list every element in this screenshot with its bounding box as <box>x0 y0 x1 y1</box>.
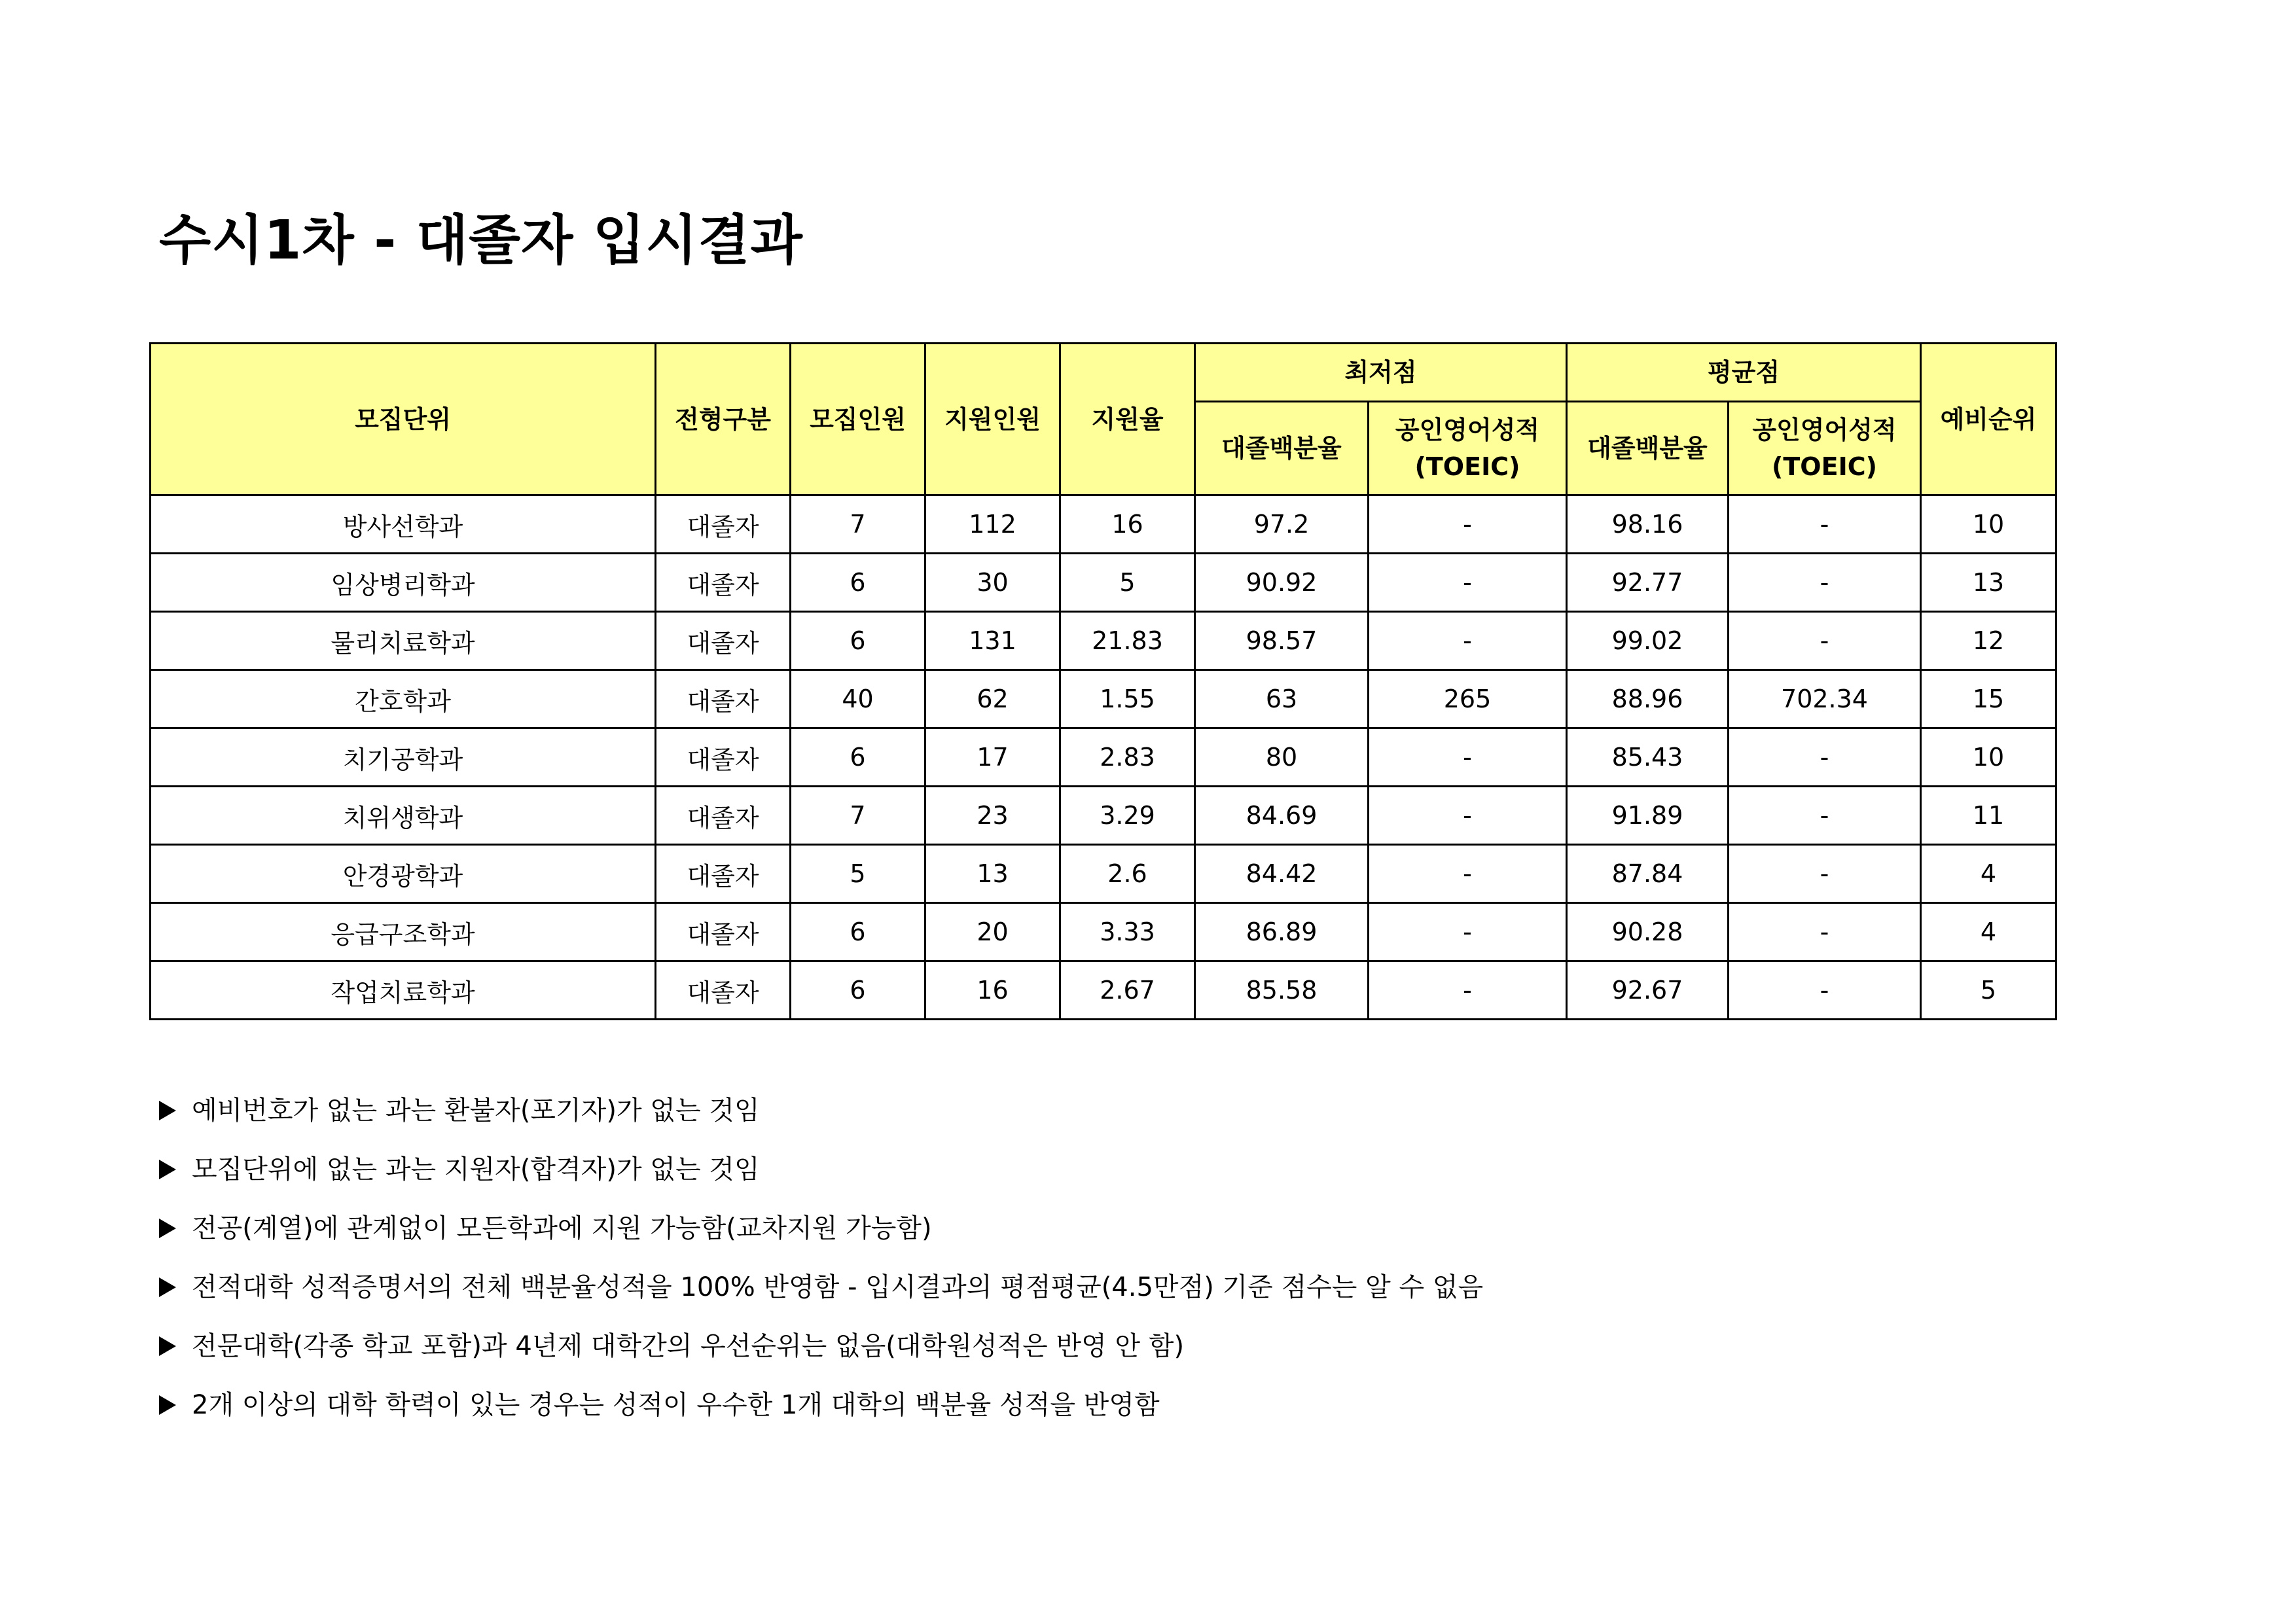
cell-type: 대졸자 <box>656 961 791 1020</box>
cell-avg-percentile: 90.28 <box>1567 903 1729 961</box>
note-text: 모집단위에 없는 과는 지원자(합격자)가 없는 것임 <box>192 1154 760 1185</box>
cell-unit: 응급구조학과 <box>151 903 656 961</box>
cell-avg-english: - <box>1729 495 1921 554</box>
header-english-line1: 공인영어성적 <box>1752 416 1897 444</box>
cell-quota: 5 <box>791 845 925 903</box>
cell-unit: 간호학과 <box>151 670 656 728</box>
cell-quota: 7 <box>791 787 925 845</box>
header-quota: 모집인원 <box>791 344 925 495</box>
cell-quota: 6 <box>791 554 925 612</box>
cell-avg-english: - <box>1729 903 1921 961</box>
cell-avg-percentile: 85.43 <box>1567 728 1729 787</box>
header-row-top <box>151 344 2056 402</box>
note-item <box>159 1317 1483 1376</box>
cell-ratio: 2.67 <box>1060 961 1195 1020</box>
page-title: 수시1차 - 대졸자 입시결과 <box>159 209 803 272</box>
cell-min-english: - <box>1369 554 1567 612</box>
triangle-bullet-icon <box>159 1160 176 1179</box>
cell-applicants: 20 <box>925 903 1060 961</box>
header-min-percentile: 대졸백분율 <box>1195 402 1369 495</box>
cell-applicants: 112 <box>925 495 1060 554</box>
cell-avg-english: - <box>1729 961 1921 1020</box>
header-min-english <box>1369 402 1567 495</box>
cell-unit: 작업치료학과 <box>151 961 656 1020</box>
cell-avg-english: 702.34 <box>1729 670 1921 728</box>
cell-min-percentile: 90.92 <box>1195 554 1369 612</box>
triangle-bullet-icon <box>159 1219 176 1238</box>
cell-avg-percentile: 92.67 <box>1567 961 1729 1020</box>
triangle-bullet-icon <box>159 1277 176 1297</box>
header-min-score-group: 최저점 <box>1195 344 1567 402</box>
cell-reserve-rank: 12 <box>1921 612 2056 670</box>
note-item <box>159 1199 1483 1258</box>
cell-avg-english: - <box>1729 845 1921 903</box>
cell-min-percentile: 98.57 <box>1195 612 1369 670</box>
cell-quota: 7 <box>791 495 925 554</box>
cell-min-percentile: 86.89 <box>1195 903 1369 961</box>
table-row <box>151 495 2056 554</box>
header-reserve-rank: 예비순위 <box>1921 344 2056 495</box>
cell-type: 대졸자 <box>656 787 791 845</box>
triangle-bullet-icon <box>159 1101 176 1120</box>
triangle-bullet-icon <box>159 1336 176 1356</box>
cell-reserve-rank: 15 <box>1921 670 2056 728</box>
cell-avg-english: - <box>1729 787 1921 845</box>
header-ratio: 지원율 <box>1060 344 1195 495</box>
cell-avg-percentile: 99.02 <box>1567 612 1729 670</box>
cell-min-english: - <box>1369 787 1567 845</box>
cell-ratio: 2.6 <box>1060 845 1195 903</box>
cell-min-percentile: 84.69 <box>1195 787 1369 845</box>
table-row <box>151 845 2056 903</box>
note-item <box>159 1258 1483 1317</box>
header-english-line2: (TOEIC) <box>1414 452 1520 481</box>
note-item <box>159 1081 1483 1140</box>
cell-quota: 6 <box>791 961 925 1020</box>
cell-min-english: 265 <box>1369 670 1567 728</box>
cell-min-english: - <box>1369 612 1567 670</box>
cell-min-percentile: 85.58 <box>1195 961 1369 1020</box>
cell-min-percentile: 84.42 <box>1195 845 1369 903</box>
cell-applicants: 131 <box>925 612 1060 670</box>
cell-reserve-rank: 10 <box>1921 495 2056 554</box>
cell-ratio: 1.55 <box>1060 670 1195 728</box>
header-avg-english <box>1729 402 1921 495</box>
cell-unit: 방사선학과 <box>151 495 656 554</box>
cell-applicants: 17 <box>925 728 1060 787</box>
cell-applicants: 23 <box>925 787 1060 845</box>
header-english-line2: (TOEIC) <box>1772 452 1877 481</box>
cell-min-percentile: 63 <box>1195 670 1369 728</box>
header-avg-score-group: 평균점 <box>1567 344 1921 402</box>
note-text: 전적대학 성적증명서의 전체 백분율성적을 100% 반영함 - 입시결과의 평점평균(4.5만점) 기준 점수는 알 수 없음 <box>192 1272 1484 1302</box>
header-avg-percentile: 대졸백분율 <box>1567 402 1729 495</box>
cell-type: 대졸자 <box>656 845 791 903</box>
cell-min-percentile: 80 <box>1195 728 1369 787</box>
table-row <box>151 728 2056 787</box>
cell-avg-english: - <box>1729 554 1921 612</box>
table-body <box>151 495 2056 1020</box>
cell-unit: 임상병리학과 <box>151 554 656 612</box>
table-row <box>151 961 2056 1020</box>
cell-min-english: - <box>1369 845 1567 903</box>
note-text: 2개 이상의 대학 학력이 있는 경우는 성적이 우수한 1개 대학의 백분율 성적을 반영함 <box>192 1390 1160 1420</box>
cell-avg-percentile: 92.77 <box>1567 554 1729 612</box>
cell-reserve-rank: 4 <box>1921 845 2056 903</box>
cell-quota: 40 <box>791 670 925 728</box>
cell-min-english: - <box>1369 495 1567 554</box>
notes-list <box>159 1081 1483 1435</box>
cell-quota: 6 <box>791 612 925 670</box>
cell-reserve-rank: 5 <box>1921 961 2056 1020</box>
cell-reserve-rank: 4 <box>1921 903 2056 961</box>
table-row <box>151 612 2056 670</box>
cell-unit: 치기공학과 <box>151 728 656 787</box>
cell-applicants: 16 <box>925 961 1060 1020</box>
header-unit: 모집단위 <box>151 344 656 495</box>
table-row <box>151 787 2056 845</box>
note-text: 예비번호가 없는 과는 환불자(포기자)가 없는 것임 <box>192 1096 760 1126</box>
cell-min-english: - <box>1369 728 1567 787</box>
cell-avg-percentile: 98.16 <box>1567 495 1729 554</box>
triangle-bullet-icon <box>159 1395 176 1415</box>
table-row <box>151 554 2056 612</box>
cell-min-english: - <box>1369 961 1567 1020</box>
cell-unit: 물리치료학과 <box>151 612 656 670</box>
cell-avg-english: - <box>1729 728 1921 787</box>
cell-ratio: 2.83 <box>1060 728 1195 787</box>
cell-type: 대졸자 <box>656 728 791 787</box>
header-english-line1: 공인영어성적 <box>1395 416 1540 444</box>
note-text: 전공(계열)에 관계없이 모든학과에 지원 가능함(교차지원 가능함) <box>192 1213 932 1243</box>
cell-avg-english: - <box>1729 612 1921 670</box>
note-text: 전문대학(각종 학교 포함)과 4년제 대학간의 우선순위는 없음(대학원성적은 반영 안 함) <box>192 1331 1185 1361</box>
cell-min-percentile: 97.2 <box>1195 495 1369 554</box>
cell-unit: 안경광학과 <box>151 845 656 903</box>
cell-reserve-rank: 13 <box>1921 554 2056 612</box>
cell-ratio: 5 <box>1060 554 1195 612</box>
note-item <box>159 1376 1483 1435</box>
cell-applicants: 13 <box>925 845 1060 903</box>
table-row <box>151 903 2056 961</box>
cell-type: 대졸자 <box>656 612 791 670</box>
admission-results-table <box>149 342 2057 1020</box>
cell-applicants: 62 <box>925 670 1060 728</box>
cell-reserve-rank: 11 <box>1921 787 2056 845</box>
cell-min-english: - <box>1369 903 1567 961</box>
cell-avg-percentile: 88.96 <box>1567 670 1729 728</box>
cell-type: 대졸자 <box>656 903 791 961</box>
table-row <box>151 670 2056 728</box>
note-item <box>159 1140 1483 1199</box>
cell-ratio: 16 <box>1060 495 1195 554</box>
cell-unit: 치위생학과 <box>151 787 656 845</box>
cell-quota: 6 <box>791 903 925 961</box>
cell-ratio: 3.33 <box>1060 903 1195 961</box>
cell-avg-percentile: 87.84 <box>1567 845 1729 903</box>
table-header <box>151 344 2056 495</box>
cell-applicants: 30 <box>925 554 1060 612</box>
header-applicants: 지원인원 <box>925 344 1060 495</box>
cell-quota: 6 <box>791 728 925 787</box>
header-type: 전형구분 <box>656 344 791 495</box>
cell-reserve-rank: 10 <box>1921 728 2056 787</box>
cell-type: 대졸자 <box>656 670 791 728</box>
cell-type: 대졸자 <box>656 495 791 554</box>
cell-type: 대졸자 <box>656 554 791 612</box>
cell-ratio: 21.83 <box>1060 612 1195 670</box>
cell-ratio: 3.29 <box>1060 787 1195 845</box>
cell-avg-percentile: 91.89 <box>1567 787 1729 845</box>
